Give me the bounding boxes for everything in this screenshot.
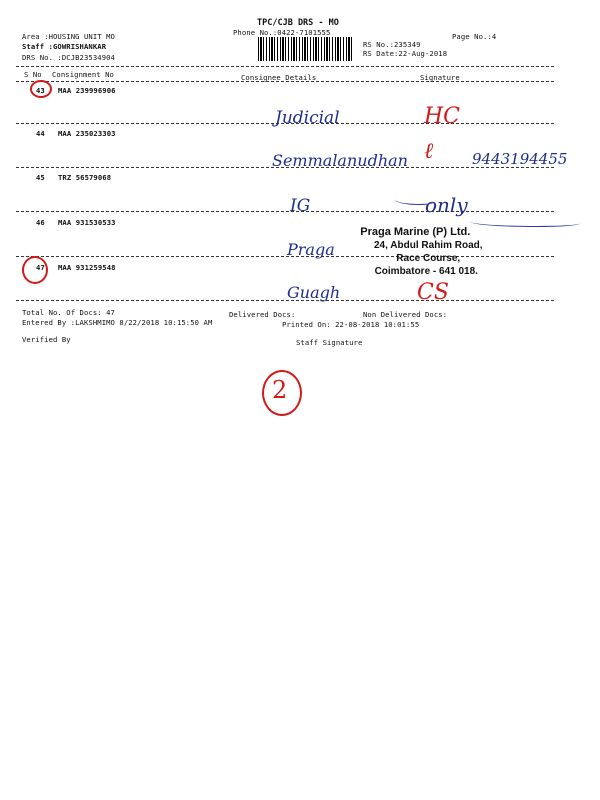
- handwriting-row47-signature: CS: [417, 280, 449, 305]
- rs-date: RS Date:22-Aug-2018: [363, 49, 448, 58]
- handwriting-row43-signature: HC: [424, 104, 461, 129]
- row-consignment: MAA 931259548: [58, 263, 116, 272]
- rs-number: RS No.:235349: [363, 40, 421, 49]
- handwriting-page-number: 2: [272, 376, 288, 404]
- handwriting-row46-name: Praga: [287, 240, 335, 259]
- column-header-sno: S No: [24, 70, 42, 79]
- row-divider: [16, 300, 554, 301]
- handwriting-row44-phone: 9443194455: [472, 150, 568, 168]
- row-sno: 45: [36, 173, 45, 182]
- stamp-company-name: Praga Marine (P) Ltd.: [360, 226, 471, 238]
- non-delivered-docs: Non Delivered Docs:: [363, 310, 448, 319]
- row-consignment: MAA 235023303: [58, 129, 116, 138]
- handwriting-row45-signature: only: [425, 193, 468, 217]
- barcode-image: [258, 37, 354, 61]
- page-number: Page No.:4: [452, 32, 497, 41]
- drs-number: DRS No. :DCJB23534904: [22, 53, 115, 62]
- handwriting-row44-name: Semmalanudhan: [272, 151, 408, 170]
- handwriting-row47-name: Guagh: [287, 283, 341, 302]
- row-divider: [16, 211, 554, 212]
- row-43-circle-mark: [30, 80, 52, 98]
- handwriting-row43-name: Judicial: [275, 108, 340, 128]
- column-header-signature: Signature: [420, 73, 460, 82]
- column-header-consignment: Consignment No: [52, 70, 114, 79]
- row-consignment: MAA 931530533: [58, 218, 116, 227]
- handwriting-row44-signature-mark: ℓ: [424, 139, 434, 164]
- document-title: TPC/CJB DRS - MO: [257, 18, 339, 28]
- staff-signature: Staff Signature: [296, 338, 363, 347]
- column-divider: [16, 81, 554, 82]
- row-sno: 43: [36, 86, 45, 95]
- row-sno: 44: [36, 129, 45, 138]
- area-label: Area :HOUSING UNIT MO: [22, 32, 115, 41]
- total-docs: Total No. Of Docs: 47: [22, 308, 115, 317]
- entered-by: Entered By :LAKSHMIMO 8/22/2018 10:15:50 AM: [22, 318, 213, 327]
- printed-on: Printed On: 22-08-2018 10:01:55: [282, 320, 420, 329]
- company-stamp: [348, 226, 483, 278]
- row-47-circle-mark: [22, 256, 48, 284]
- row-sno: 46: [36, 218, 45, 227]
- column-header-consignee: Consignee Details: [241, 73, 317, 82]
- stamp-address-line1: 24, Abdul Rahim Road,: [374, 240, 483, 251]
- row-consignment: MAA 239996906: [58, 86, 116, 95]
- delivered-docs: Delivered Docs:: [229, 310, 296, 319]
- signature-scribble: [470, 218, 580, 227]
- verified-by: Verified By: [22, 335, 71, 344]
- staff-label: Staff :GOWRISHANKAR: [22, 42, 107, 51]
- handwriting-row45-name: IG: [290, 196, 311, 216]
- header-divider: [16, 66, 554, 67]
- row-consignment: TRZ 56579068: [58, 173, 112, 182]
- stamp-address-line2: Race Course,: [396, 253, 461, 264]
- row-sno: 47: [36, 263, 45, 272]
- signature-scribble: [395, 196, 435, 205]
- phone-number: Phone No.:0422-7101555: [233, 28, 331, 37]
- stamp-address-line3: Coimbatore - 641 018.: [374, 266, 478, 277]
